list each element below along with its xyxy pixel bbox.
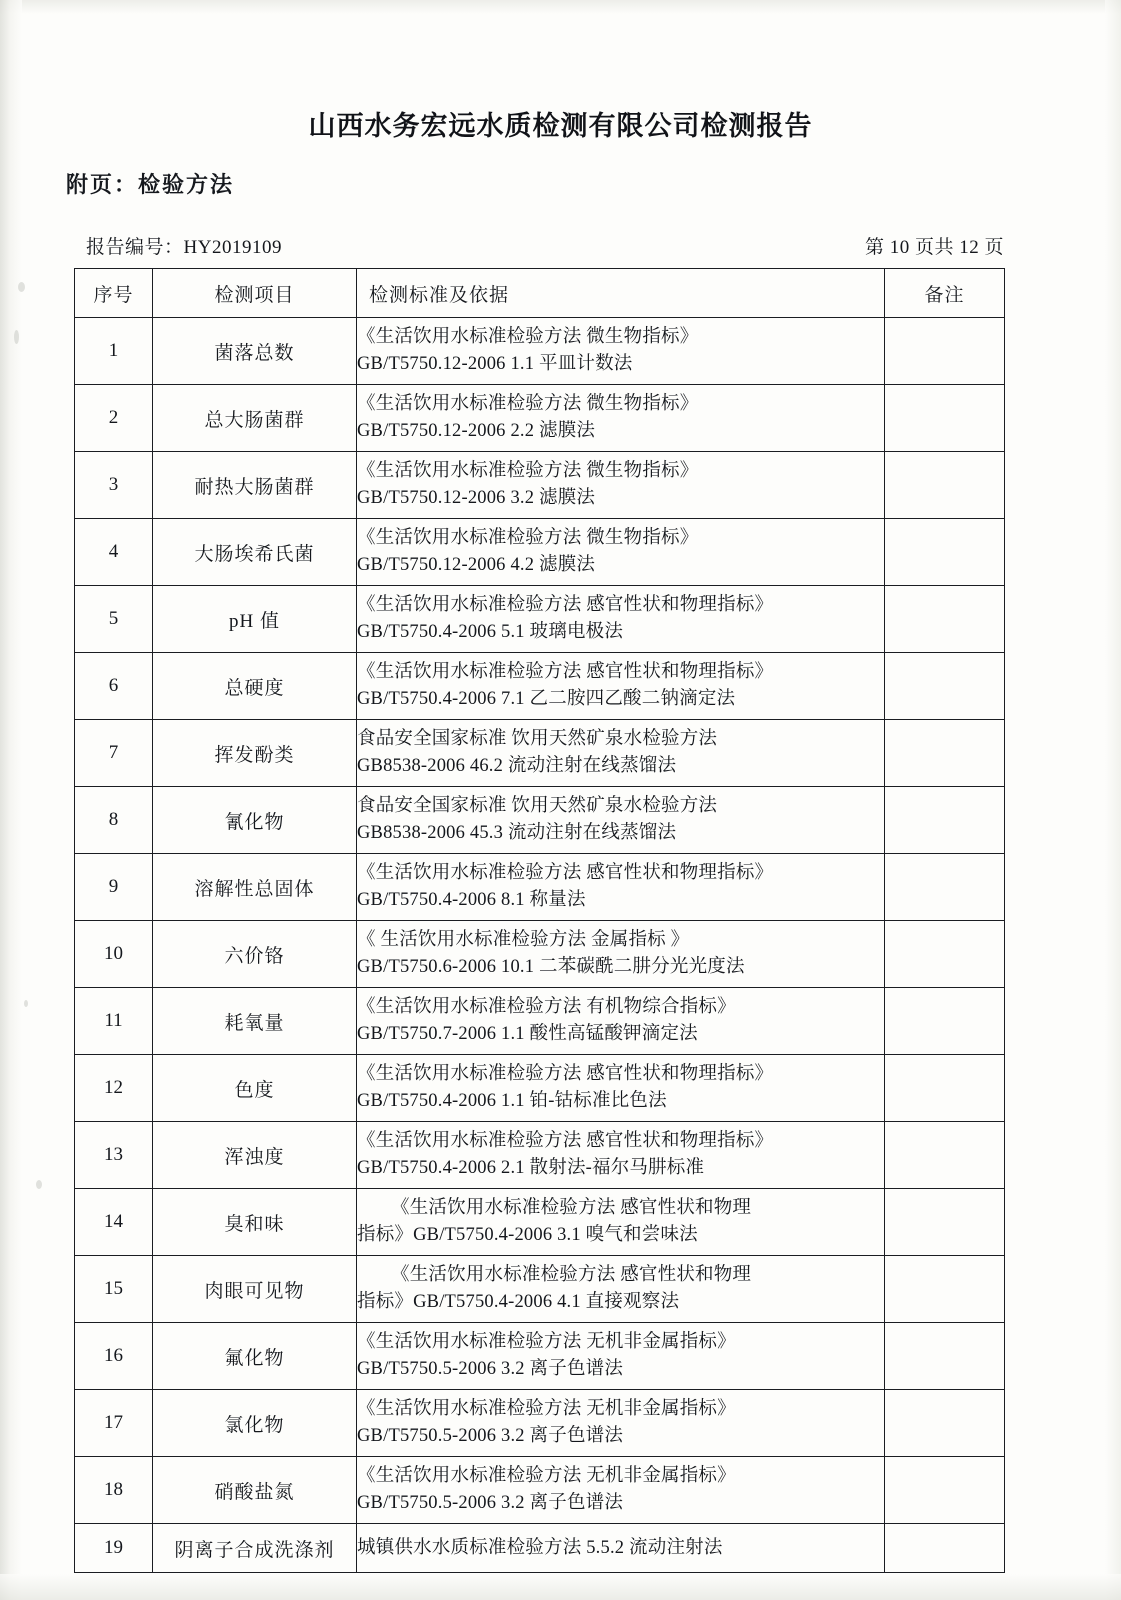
cell-remark bbox=[885, 385, 1005, 452]
cell-standard: 《 生活饮用水标准检验方法 金属指标 》 GB/T5750.6-2006 10.1 二苯碳酰二肼分光光度法 bbox=[357, 921, 885, 988]
cell-item: 氟化物 bbox=[153, 1323, 357, 1390]
cell-item: 总大肠菌群 bbox=[153, 385, 357, 452]
cell-item: 大肠埃希氏菌 bbox=[153, 519, 357, 586]
column-header-item: 检测项目 bbox=[153, 269, 357, 318]
table-row bbox=[75, 720, 1005, 787]
table-row bbox=[75, 1122, 1005, 1189]
cell-no: 6 bbox=[75, 653, 153, 720]
cell-standard: 《生活饮用水标准检验方法 感官性状和物理 指标》GB/T5750.4-2006 4.1 直接观察法 bbox=[357, 1256, 885, 1323]
cell-standard: 《生活饮用水标准检验方法 微生物指标》 GB/T5750.12-2006 3.2 滤膜法 bbox=[357, 452, 885, 519]
scan-speck bbox=[18, 282, 25, 292]
table-row bbox=[75, 988, 1005, 1055]
table-row bbox=[75, 1524, 1005, 1573]
table-row bbox=[75, 1390, 1005, 1457]
cell-no: 16 bbox=[75, 1323, 153, 1390]
cell-item: 耐热大肠菌群 bbox=[153, 452, 357, 519]
table-row bbox=[75, 854, 1005, 921]
cell-standard: 《生活饮用水标准检验方法 无机非金属指标》 GB/T5750.5-2006 3.2 离子色谱法 bbox=[357, 1390, 885, 1457]
table-row bbox=[75, 1055, 1005, 1122]
scan-speck bbox=[14, 330, 19, 344]
cell-remark bbox=[885, 318, 1005, 385]
cell-remark bbox=[885, 1055, 1005, 1122]
scan-speck bbox=[36, 1180, 42, 1189]
cell-remark bbox=[885, 519, 1005, 586]
table-row bbox=[75, 586, 1005, 653]
cell-standard: 《生活饮用水标准检验方法 感官性状和物理指标》 GB/T5750.4-2006 5.1 玻璃电极法 bbox=[357, 586, 885, 653]
cell-remark bbox=[885, 586, 1005, 653]
table-body bbox=[75, 318, 1005, 1573]
column-header-remark: 备注 bbox=[885, 269, 1005, 318]
cell-remark bbox=[885, 787, 1005, 854]
scan-edge-bottom bbox=[0, 1574, 1121, 1600]
cell-item: 肉眼可见物 bbox=[153, 1256, 357, 1323]
page-subtitle: 附页：检验方法 bbox=[66, 173, 235, 198]
cell-item: 色度 bbox=[153, 1055, 357, 1122]
scan-speck bbox=[24, 1000, 28, 1007]
page-title: 山西水务宏远水质检测有限公司检测报告 bbox=[308, 111, 813, 142]
cell-standard: 《生活饮用水标准检验方法 微生物指标》 GB/T5750.12-2006 2.2 滤膜法 bbox=[357, 385, 885, 452]
cell-no: 8 bbox=[75, 787, 153, 854]
cell-item: pH 值 bbox=[153, 586, 357, 653]
cell-standard: 《生活饮用水标准检验方法 无机非金属指标》 GB/T5750.5-2006 3.2 离子色谱法 bbox=[357, 1457, 885, 1524]
table-row bbox=[75, 653, 1005, 720]
scan-edge-right bbox=[1105, 0, 1121, 1600]
cell-standard: 《生活饮用水标准检验方法 感官性状和物理指标》 GB/T5750.4-2006 1.1 铂-钴标准比色法 bbox=[357, 1055, 885, 1122]
table-row bbox=[75, 787, 1005, 854]
column-header-standard: 检测标准及依据 bbox=[357, 269, 885, 318]
cell-no: 3 bbox=[75, 452, 153, 519]
cell-remark bbox=[885, 452, 1005, 519]
scan-edge-top bbox=[0, 0, 1121, 14]
cell-item: 硝酸盐氮 bbox=[153, 1457, 357, 1524]
cell-standard: 食品安全国家标准 饮用天然矿泉水检验方法 GB8538-2006 46.2 流动注射在线蒸馏法 bbox=[357, 720, 885, 787]
cell-standard: 《生活饮用水标准检验方法 微生物指标》 GB/T5750.12-2006 4.2 滤膜法 bbox=[357, 519, 885, 586]
cell-item: 溶解性总固体 bbox=[153, 854, 357, 921]
table-row bbox=[75, 452, 1005, 519]
cell-remark bbox=[885, 1390, 1005, 1457]
cell-standard: 《生活饮用水标准检验方法 感官性状和物理指标》 GB/T5750.4-2006 7.1 乙二胺四乙酸二钠滴定法 bbox=[357, 653, 885, 720]
table-row bbox=[75, 385, 1005, 452]
cell-no: 2 bbox=[75, 385, 153, 452]
cell-standard: 《生活饮用水标准检验方法 感官性状和物理指标》 GB/T5750.4-2006 8.1 称量法 bbox=[357, 854, 885, 921]
report-meta bbox=[86, 232, 1004, 259]
cell-remark bbox=[885, 988, 1005, 1055]
cell-item: 六价铬 bbox=[153, 921, 357, 988]
cell-standard: 食品安全国家标准 饮用天然矿泉水检验方法 GB8538-2006 45.3 流动注射在线蒸馏法 bbox=[357, 787, 885, 854]
cell-item: 总硬度 bbox=[153, 653, 357, 720]
cell-no: 1 bbox=[75, 318, 153, 385]
table-row bbox=[75, 1256, 1005, 1323]
cell-standard: 《生活饮用水标准检验方法 微生物指标》 GB/T5750.12-2006 1.1 平皿计数法 bbox=[357, 318, 885, 385]
scan-edge-left bbox=[0, 0, 22, 1600]
cell-no: 12 bbox=[75, 1055, 153, 1122]
cell-remark bbox=[885, 720, 1005, 787]
cell-remark bbox=[885, 1189, 1005, 1256]
cell-item: 浑浊度 bbox=[153, 1122, 357, 1189]
cell-standard: 《生活饮用水标准检验方法 有机物综合指标》 GB/T5750.7-2006 1.1 酸性高锰酸钾滴定法 bbox=[357, 988, 885, 1055]
cell-no: 13 bbox=[75, 1122, 153, 1189]
cell-standard: 《生活饮用水标准检验方法 感官性状和物理指标》 GB/T5750.4-2006 2.1 散射法-福尔马肼标准 bbox=[357, 1122, 885, 1189]
cell-no: 5 bbox=[75, 586, 153, 653]
cell-remark bbox=[885, 1457, 1005, 1524]
cell-no: 4 bbox=[75, 519, 153, 586]
cell-standard: 城镇供水水质标准检验方法 5.5.2 流动注射法 bbox=[357, 1524, 885, 1573]
table-row bbox=[75, 1457, 1005, 1524]
cell-item: 耗氧量 bbox=[153, 988, 357, 1055]
cell-item: 氰化物 bbox=[153, 787, 357, 854]
table-row bbox=[75, 519, 1005, 586]
cell-no: 11 bbox=[75, 988, 153, 1055]
column-header-no: 序号 bbox=[75, 269, 153, 318]
cell-remark bbox=[885, 921, 1005, 988]
cell-item: 氯化物 bbox=[153, 1390, 357, 1457]
table-row bbox=[75, 318, 1005, 385]
cell-remark bbox=[885, 1524, 1005, 1573]
cell-standard: 《生活饮用水标准检验方法 感官性状和物理 指标》GB/T5750.4-2006 3.1 嗅气和尝味法 bbox=[357, 1189, 885, 1256]
cell-no: 14 bbox=[75, 1189, 153, 1256]
cell-no: 18 bbox=[75, 1457, 153, 1524]
cell-standard: 《生活饮用水标准检验方法 无机非金属指标》 GB/T5750.5-2006 3.2 离子色谱法 bbox=[357, 1323, 885, 1390]
report-number: 报告编号：HY2019109 bbox=[86, 237, 282, 258]
cell-item: 阴离子合成洗涤剂 bbox=[153, 1524, 357, 1573]
cell-no: 19 bbox=[75, 1524, 153, 1573]
cell-remark bbox=[885, 1122, 1005, 1189]
cell-item: 挥发酚类 bbox=[153, 720, 357, 787]
cell-no: 10 bbox=[75, 921, 153, 988]
cell-remark bbox=[885, 653, 1005, 720]
cell-no: 9 bbox=[75, 854, 153, 921]
cell-no: 15 bbox=[75, 1256, 153, 1323]
cell-remark bbox=[885, 1323, 1005, 1390]
table-row bbox=[75, 1323, 1005, 1390]
cell-no: 17 bbox=[75, 1390, 153, 1457]
cell-item: 菌落总数 bbox=[153, 318, 357, 385]
page-number: 第 10 页共 12 页 bbox=[864, 237, 1004, 258]
cell-item: 臭和味 bbox=[153, 1189, 357, 1256]
table-row bbox=[75, 921, 1005, 988]
table-header-row bbox=[75, 269, 1005, 318]
cell-remark bbox=[885, 1256, 1005, 1323]
cell-remark bbox=[885, 854, 1005, 921]
test-method-table bbox=[74, 268, 1005, 1573]
table-row bbox=[75, 1189, 1005, 1256]
cell-no: 7 bbox=[75, 720, 153, 787]
